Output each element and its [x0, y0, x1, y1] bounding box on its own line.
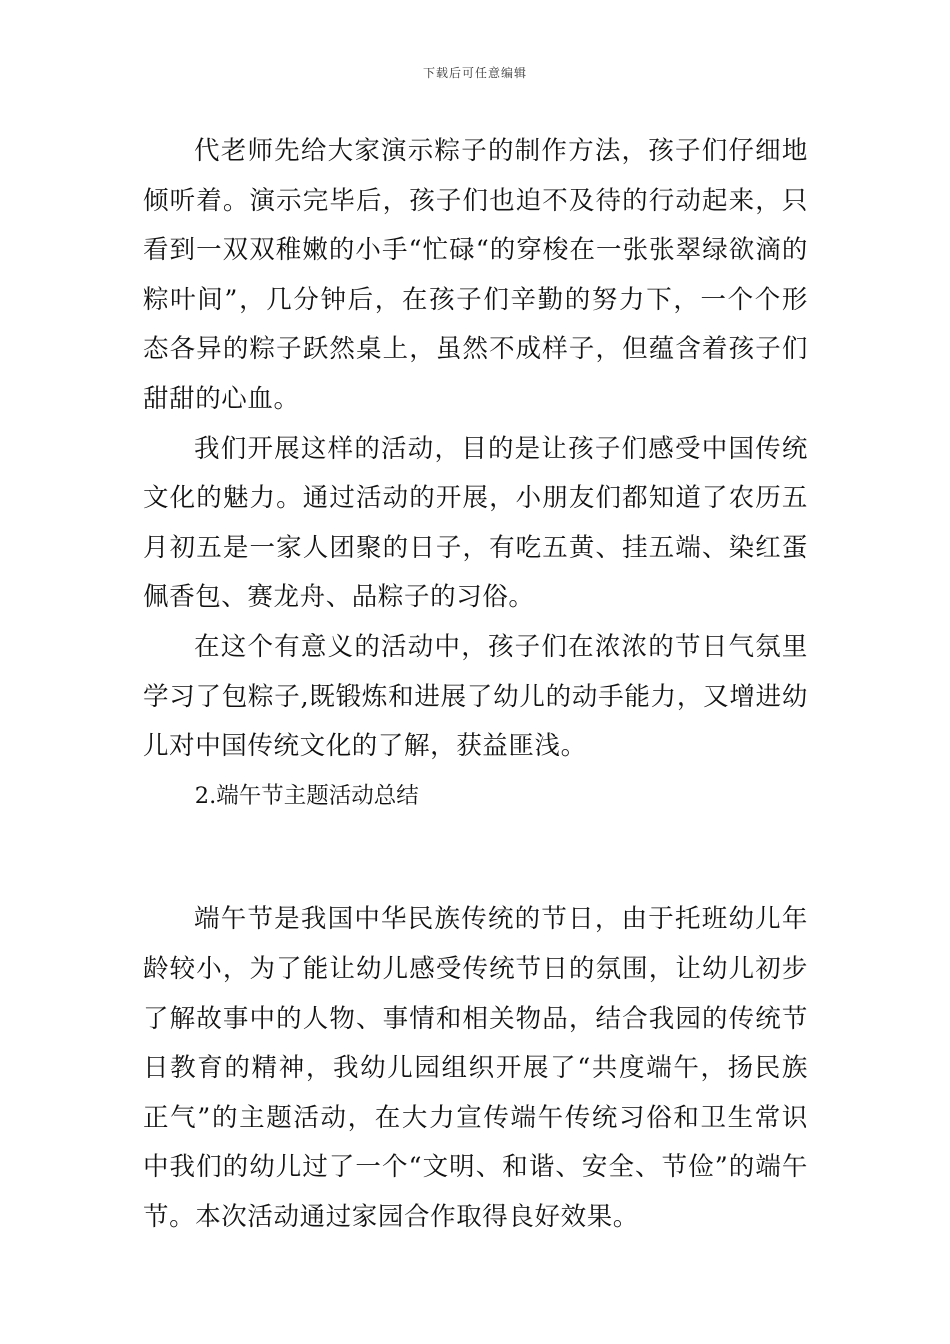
paragraph-zongzi-demo: 代老师先给大家演示粽子的制作方法，孩子们仔细地倾听着。演示完毕后，孩子们也迫不及待的行动起来，只看到一双双稚嫩的小手“忙碌“的穿梭在一张张翠绿欲滴的粽叶间”，几分钟后，在孩子们辛勤的努力下，一个个形态各异的粽子跃然桌上，虽然不成样子，但蕴含着孩子们甜甜的心血。: [143, 136, 808, 414]
section-spacer: [143, 821, 808, 895]
page-header-note: 下载后可任意编辑: [422, 66, 527, 80]
paragraph-activity-purpose: 我们开展这样的活动，目的是让孩子们感受中国传统文化的魅力。通过活动的开展，小朋友们都知道了农历五月初五是一家人团聚的日子，有吃五黄、挂五端、染红蛋佩香包、赛龙舟、品粽子的习俗。: [143, 433, 808, 613]
document-body: [143, 127, 808, 1242]
paragraph-dragon-boat-summary: 端午节是我国中华民族传统的节日，由于托班幼儿年龄较小，为了能让幼儿感受传统节日的氛围，让幼儿初步了解故事中的人物、事情和相关物品，结合我园的传统节日教育的精神，我幼儿园组织开展了“共度端午，扬民族正气”的主题活动，在大力宣传端午传统习俗和卫生常识中我们的幼儿过了一个“文明、和谐、安全、节俭”的端午节。本次活动通过家园合作取得良好效果。: [143, 904, 808, 1232]
section-heading: 2.端午节主题活动总结: [194, 782, 419, 809]
paragraph-activity-meaning: 在这个有意义的活动中，孩子们在浓浓的节日气氛里学习了包粽子,既锻炼和进展了幼儿的动手能力，又增进幼儿对中国传统文化的了解，获益匪浅。: [143, 631, 808, 762]
